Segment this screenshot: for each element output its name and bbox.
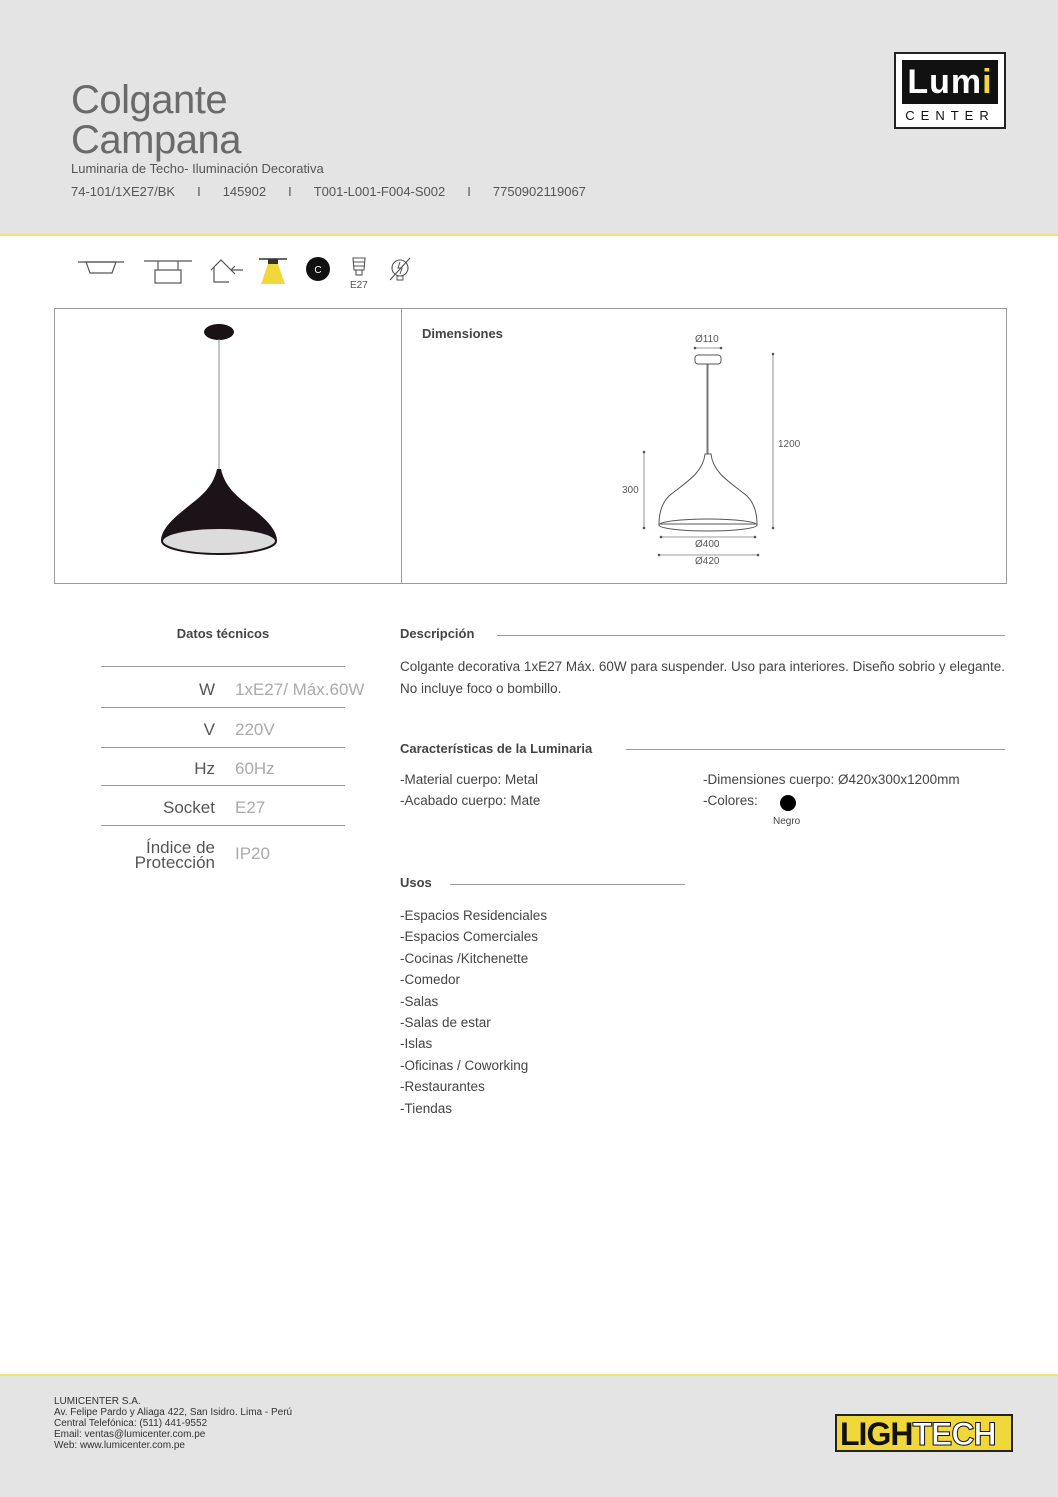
lightech-light: LIGH <box>840 1416 913 1452</box>
tech-row-voltage <box>101 707 345 747</box>
lightech-tech: TECH <box>912 1416 996 1452</box>
list-item: -Salas de estar <box>400 1015 491 1031</box>
product-codes <box>71 184 586 199</box>
section-rule <box>497 635 1005 636</box>
tech-key-line1: Índice de <box>146 838 215 857</box>
tech-row-watts <box>101 666 365 707</box>
section-rule <box>450 884 685 885</box>
list-item: -Islas <box>400 1036 433 1052</box>
no-dimmer-icon <box>388 256 412 284</box>
dimensions-title: Dimensiones <box>422 326 503 341</box>
list-item: -Espacios Comerciales <box>400 929 539 945</box>
logo-center: CENTER <box>905 108 995 123</box>
tech-key: V <box>203 720 215 739</box>
outer-diameter-label: Ø420 <box>695 556 720 567</box>
body-height-label: 300 <box>622 485 639 496</box>
pendant-mount-icon <box>144 256 192 286</box>
code-ean: 7750902119067 <box>492 184 586 199</box>
company-info <box>54 1396 292 1451</box>
list-item: -Comedor <box>400 972 461 988</box>
surface-mount-icon <box>78 256 124 282</box>
tech-row-ip <box>101 825 345 875</box>
tech-value: IP20 <box>235 844 270 863</box>
tech-key: Hz <box>194 759 215 778</box>
description-text: Colgante decorativa 1xE27 Máx. 60W para suspender. Uso para interiores. Diseño sobrio y elegante. No incluye foco o bombillo. <box>400 659 1005 696</box>
box-divider <box>401 309 402 583</box>
lightech-logo <box>835 1414 1013 1452</box>
tech-row-socket <box>101 785 345 825</box>
code-separator: I <box>467 184 471 199</box>
list-item: -Oficinas / Coworking <box>400 1057 529 1073</box>
color-swatch-black <box>780 795 796 811</box>
indoor-use-icon <box>209 256 245 286</box>
tech-row-frequency <box>101 747 345 785</box>
company-email: Email: ventas@lumicenter.com.pe <box>54 1429 206 1440</box>
tech-key: W <box>198 680 215 699</box>
list-item: -Tiendas <box>400 1100 453 1116</box>
product-subtitle: Luminaria de Techo- Iluminación Decorativa <box>71 161 324 176</box>
list-item: -Cocinas /Kitchenette <box>400 950 529 966</box>
logo-i: i <box>982 63 993 101</box>
code-class: T001-L001-F004-S002 <box>313 184 446 199</box>
e27-bulb-icon <box>349 256 369 280</box>
tech-key <box>135 840 215 870</box>
color-swatch-label: Negro <box>773 816 801 827</box>
tech-value: E27 <box>235 798 266 817</box>
company-web: Web: www.lumicenter.com.pe <box>54 1440 185 1451</box>
title-line-2: Campana <box>71 118 241 162</box>
uses-title: Usos <box>400 875 432 890</box>
inner-diameter-label: Ø400 <box>695 539 720 550</box>
header <box>0 0 1058 236</box>
total-height-label: 1200 <box>778 439 801 450</box>
tech-value: 220V <box>235 720 275 739</box>
code-sku: 74-101/1XE27/BK <box>71 184 176 199</box>
company-address: Av. Felipe Pardo y Aliaga 422, San Isidro. Lima - Perú <box>54 1407 293 1418</box>
tech-value: 60Hz <box>235 759 275 778</box>
lumicenter-logo <box>894 52 1006 129</box>
description-title: Descripción <box>400 626 475 641</box>
product-title <box>71 80 241 160</box>
feature-dimensions: -Dimensiones cuerpo: Ø420x300x1200mm <box>703 772 960 787</box>
tech-data-title: Datos técnicos <box>176 626 270 641</box>
color-badge-text: C <box>314 265 322 276</box>
list-item: -Restaurantes <box>400 1079 485 1095</box>
canopy-diameter-label: Ø110 <box>695 334 719 345</box>
features-title: Características de la Luminaria <box>400 741 593 756</box>
code-separator: I <box>197 184 201 199</box>
company-name: LUMICENTER S.A. <box>54 1396 141 1407</box>
feature-material: -Material cuerpo: Metal <box>400 772 539 787</box>
footer <box>0 1374 1058 1497</box>
company-phone: Central Telefónica: (511) 441-9552 <box>54 1418 208 1429</box>
uses-list <box>400 905 547 1119</box>
feature-finish: -Acabado cuerpo: Mate <box>400 793 541 808</box>
downlight-icon <box>259 256 287 286</box>
product-photo <box>155 319 295 569</box>
title-line-1: Colgante <box>71 78 228 122</box>
logo-lum: Lum <box>907 63 983 101</box>
socket-label: E27 <box>350 280 368 291</box>
tech-value: 1xE27/ Máx.60W <box>235 680 365 699</box>
color-c-icon <box>305 256 331 282</box>
tech-key-line2: Protección <box>134 853 215 872</box>
section-rule <box>626 749 1005 750</box>
feature-colors-label: -Colores: <box>703 793 758 808</box>
code-separator: I <box>288 184 292 199</box>
product-figure-box <box>54 308 1007 584</box>
list-item: -Espacios Residenciales <box>400 908 548 923</box>
tech-key: Socket <box>163 798 215 817</box>
list-item: -Salas <box>400 993 439 1009</box>
code-id: 145902 <box>222 184 267 199</box>
